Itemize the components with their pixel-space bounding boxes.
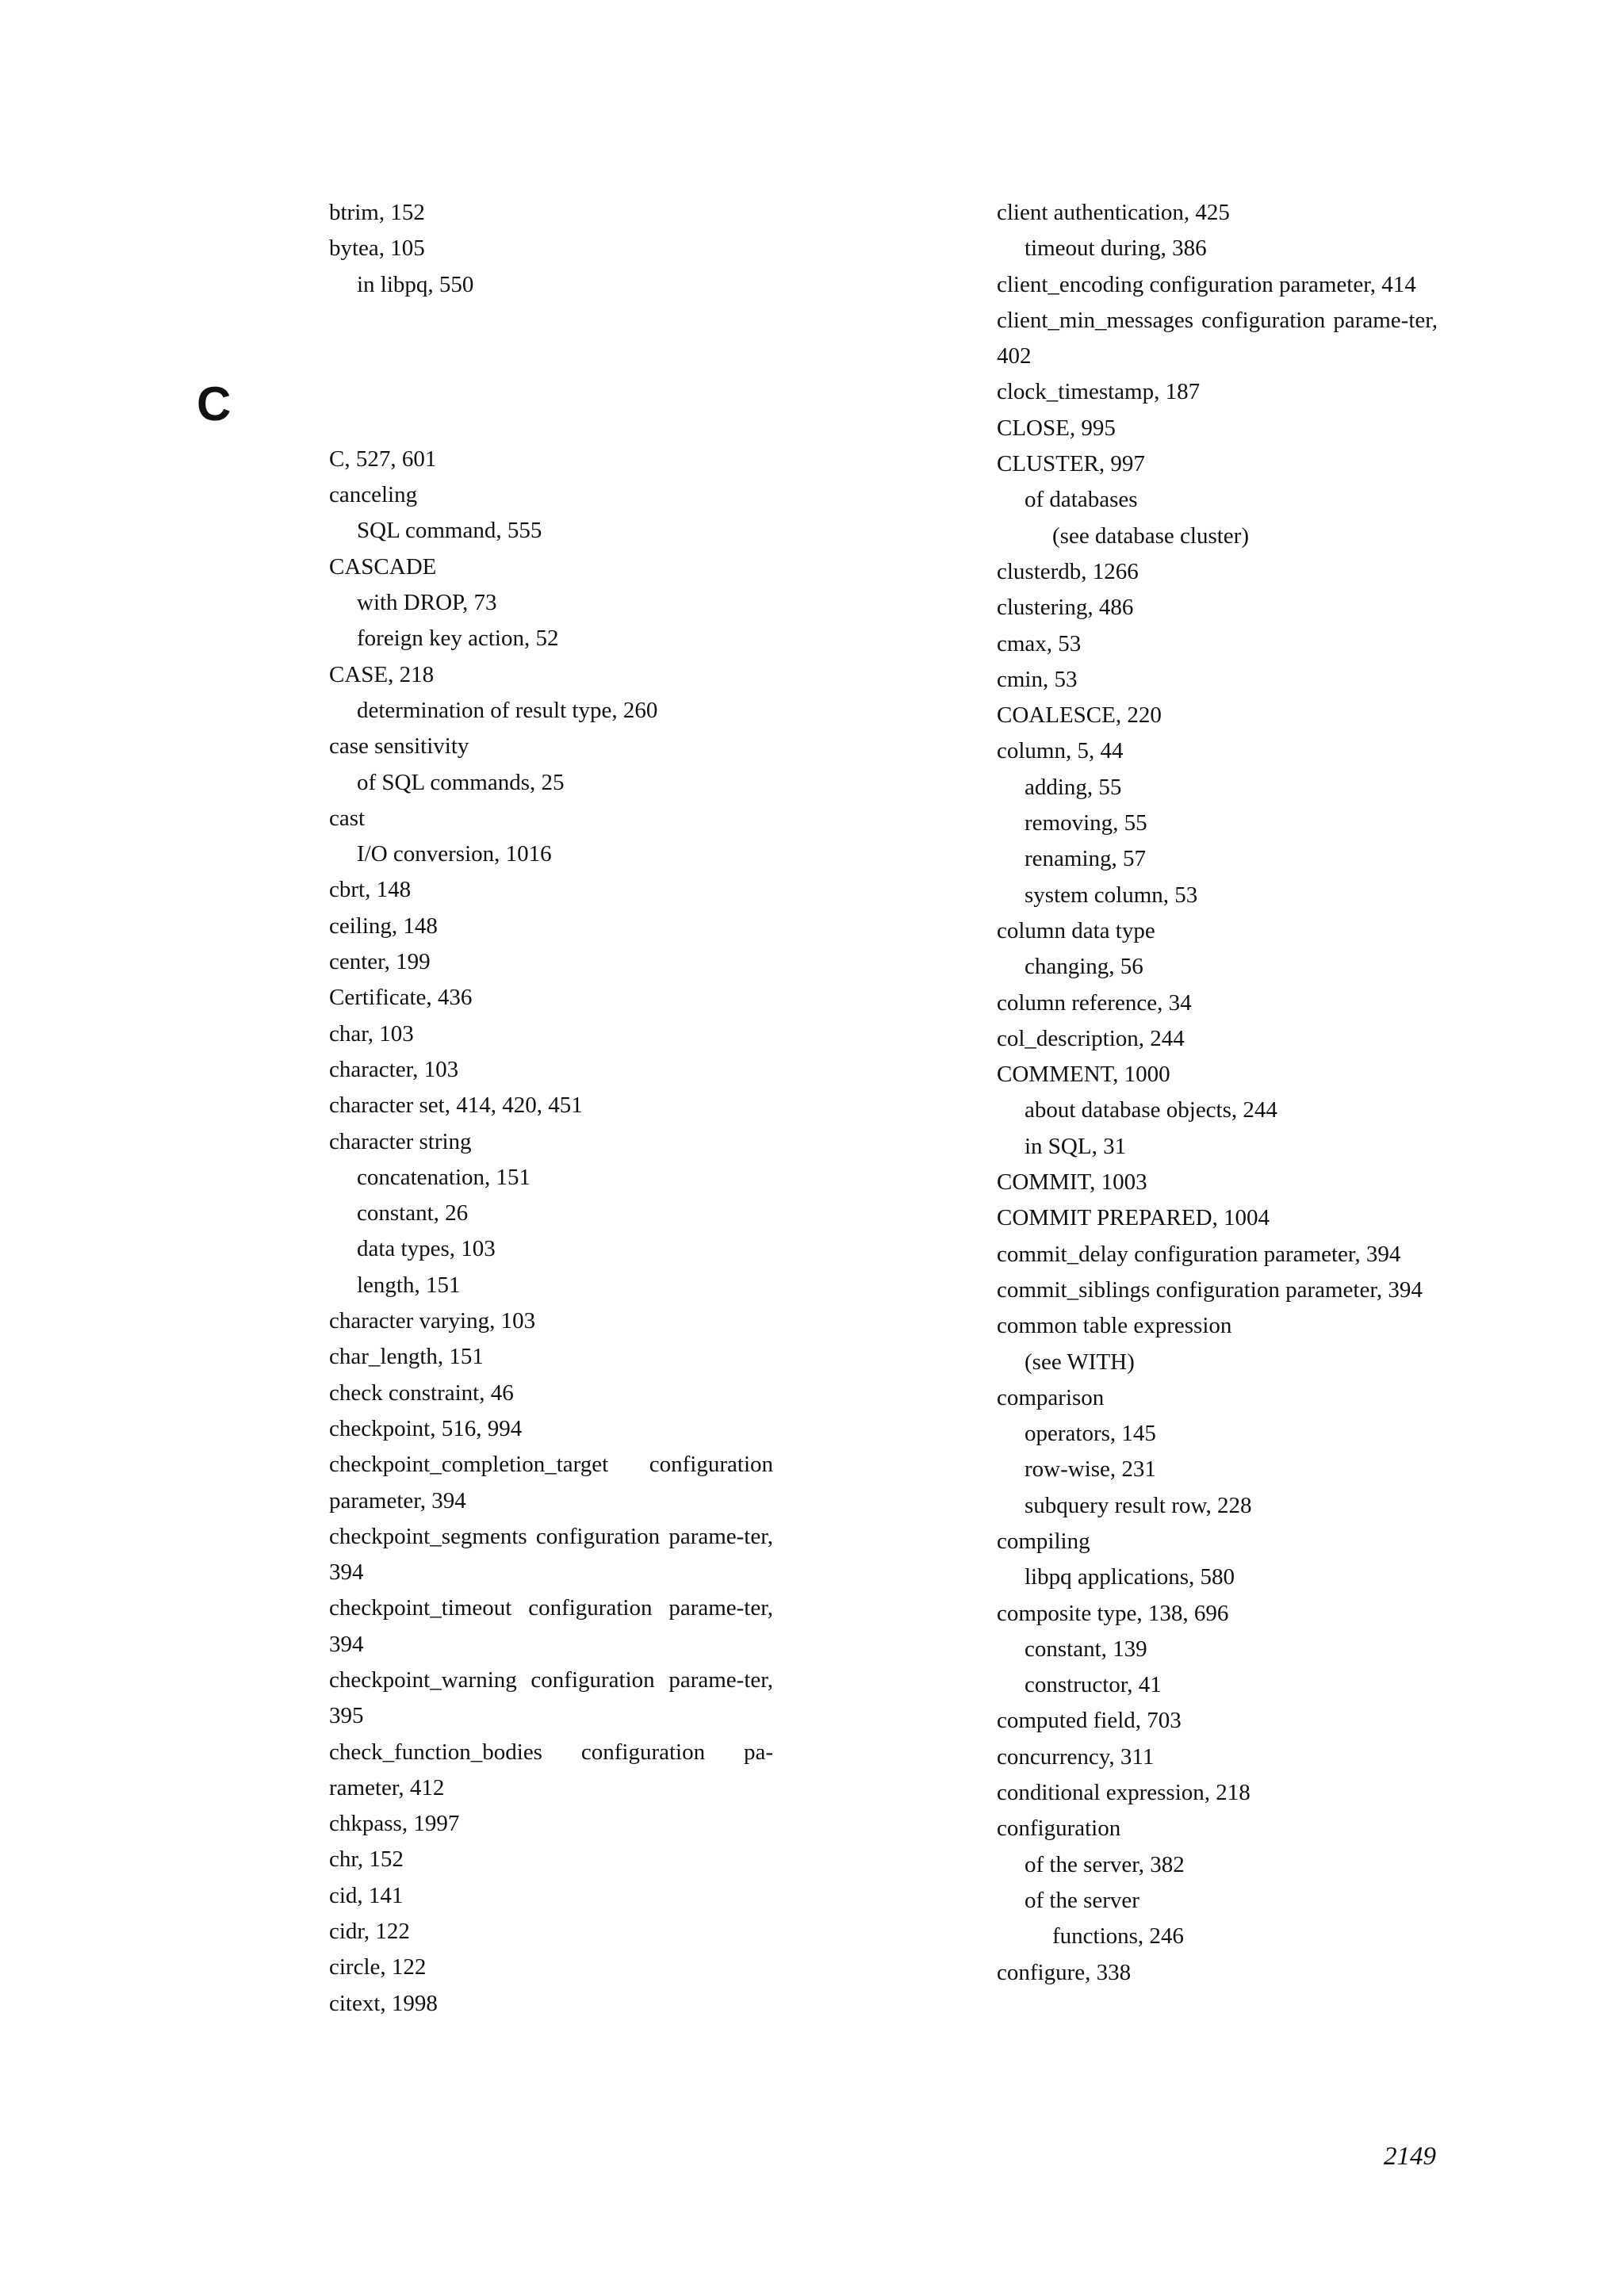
index-entry: commit_siblings configuration parameter, 394	[997, 1276, 1423, 1303]
index-subentry: foreign key action, 52	[357, 626, 559, 652]
index-entry: CASCADE	[329, 553, 437, 580]
index-subentry: removing, 55	[1025, 810, 1147, 836]
index-entry: configure, 338	[997, 1959, 1132, 1985]
index-entry: computed field, 703	[997, 1708, 1182, 1734]
index-entry: char_length, 151	[329, 1344, 484, 1370]
index-entry: center, 199	[329, 949, 431, 975]
index-subentry: functions, 246	[1052, 1923, 1184, 1950]
index-entry: conditional expression, 218	[997, 1780, 1251, 1806]
index-entry: btrim, 152	[329, 200, 425, 225]
index-entry: COMMENT, 1000	[997, 1062, 1170, 1088]
index-entry: citext, 1998	[329, 1990, 438, 2016]
index-subentry: of the server, 382	[1025, 1851, 1185, 1877]
index-entry: Certificate, 436	[329, 985, 473, 1011]
index-entry: common table expression	[997, 1313, 1232, 1339]
index-subentry: libpq applications, 580	[1025, 1564, 1235, 1590]
index-entry: cmax, 53	[997, 630, 1082, 656]
index-entry: configuration	[997, 1816, 1121, 1842]
index-entry: checkpoint_warning configuration parame-ter, 395	[329, 1667, 773, 1729]
index-subentry: about database objects, 244	[1025, 1097, 1277, 1123]
section-gap	[329, 303, 773, 372]
index-subentry: length, 151	[357, 1272, 461, 1298]
index-entry: column, 5, 44	[997, 738, 1124, 764]
index-entry: clock_timestamp, 187	[997, 379, 1201, 405]
index-subentry: renaming, 57	[1025, 846, 1147, 872]
index-subentry: with DROP, 73	[357, 590, 497, 616]
index-entry: clusterdb, 1266	[997, 558, 1139, 584]
index-subentry: adding, 55	[1025, 774, 1122, 800]
index-entry: checkpoint_timeout configuration parame-ter, 394	[329, 1595, 773, 1657]
index-entry: chkpass, 1997	[329, 1811, 460, 1837]
index-subentry: constant, 139	[1025, 1636, 1147, 1662]
index-entry: client authentication, 425	[997, 200, 1230, 225]
index-subentry: of the server	[1025, 1887, 1139, 1913]
index-entry: clustering, 486	[997, 595, 1134, 621]
index-subentry: I/O conversion, 1016	[357, 841, 552, 867]
index-subentry: SQL command, 555	[357, 518, 542, 544]
index-subentry: in SQL, 31	[1025, 1133, 1127, 1159]
index-subentry: determination of result type, 260	[357, 697, 658, 723]
index-entry: circle, 122	[329, 1954, 427, 1980]
index-column-right	[997, 195, 1438, 1991]
index-subentry: (see WITH)	[1025, 1349, 1135, 1375]
index-entry: compiling	[997, 1528, 1090, 1554]
index-subentry: subquery result row, 228	[1025, 1492, 1252, 1518]
index-subentry: data types, 103	[357, 1236, 496, 1262]
index-entry: CLUSTER, 997	[997, 451, 1145, 477]
index-entry: checkpoint_segments configuration parame-ter, 394	[329, 1523, 773, 1586]
index-entry: ceiling, 148	[329, 913, 438, 939]
index-subentry: of databases	[1025, 487, 1138, 513]
index-entry: character varying, 103	[329, 1308, 536, 1334]
index-entry: chr, 152	[329, 1846, 404, 1873]
index-subentry: constructor, 41	[1025, 1672, 1162, 1698]
index-subentry: of SQL commands, 25	[357, 769, 565, 795]
index-subentry: row-wise, 231	[1025, 1456, 1156, 1483]
index-subentry: system column, 53	[1025, 882, 1198, 908]
index-entry: cbrt, 148	[329, 877, 412, 903]
index-entry: CLOSE, 995	[997, 415, 1116, 441]
index-entry: canceling	[329, 482, 418, 508]
index-entry: client_min_messages configuration parame-ter, 402	[997, 307, 1438, 369]
index-entry: checkpoint_completion_target configuration parameter, 394	[329, 1452, 773, 1513]
index-list-b	[329, 195, 773, 303]
index-entry: character string	[329, 1128, 472, 1154]
index-entry: check_function_bodies configuration pa-rameter, 412	[329, 1739, 773, 1800]
index-column-left	[329, 195, 773, 2022]
index-list-c	[329, 442, 773, 2022]
index-entry: column data type	[997, 917, 1155, 943]
index-subentry: operators, 145	[1025, 1421, 1156, 1447]
index-entry: client_encoding configuration parameter, 414	[997, 271, 1416, 297]
page-number: 2149	[1384, 2142, 1436, 2171]
index-subentry: changing, 56	[1025, 954, 1143, 980]
index-entry: COMMIT, 1003	[997, 1169, 1147, 1196]
index-entry: cidr, 122	[329, 1919, 410, 1945]
index-subentry: timeout during, 386	[1025, 235, 1207, 262]
index-entry: cast	[329, 805, 366, 831]
index-entry: column reference, 34	[997, 989, 1192, 1016]
index-entry: comparison	[997, 1384, 1105, 1410]
index-entry: commit_delay configuration parameter, 394	[997, 1241, 1401, 1267]
index-entry: C, 527, 601	[329, 446, 437, 472]
index-entry: character set, 414, 420, 451	[329, 1093, 583, 1119]
index-subentry: constant, 26	[357, 1200, 469, 1226]
index-entry: char, 103	[329, 1020, 414, 1047]
index-entry: check constraint, 46	[329, 1380, 514, 1406]
index-entry: checkpoint, 516, 994	[329, 1415, 523, 1441]
index-list-right	[997, 195, 1438, 1991]
index-entry: bytea, 105	[329, 235, 425, 262]
index-entry: CASE, 218	[329, 661, 435, 687]
index-entry: cmin, 53	[997, 666, 1078, 692]
index-entry: COMMIT PREPARED, 1004	[997, 1205, 1270, 1231]
index-entry: col_description, 244	[997, 1025, 1185, 1051]
section-gap	[329, 372, 773, 442]
index-entry: concurrency, 311	[997, 1743, 1155, 1770]
index-subentry: in libpq, 550	[357, 271, 474, 297]
index-subentry: concatenation, 151	[357, 1164, 531, 1190]
index-entry: COALESCE, 220	[997, 702, 1162, 729]
index-entry: cid, 141	[329, 1882, 404, 1908]
index-entry: composite type, 138, 696	[997, 1600, 1229, 1626]
index-entry: character, 103	[329, 1056, 459, 1082]
section-letter-heading: C	[197, 377, 232, 430]
index-entry: case sensitivity	[329, 733, 469, 760]
index-subentry: (see database cluster)	[1052, 522, 1249, 549]
